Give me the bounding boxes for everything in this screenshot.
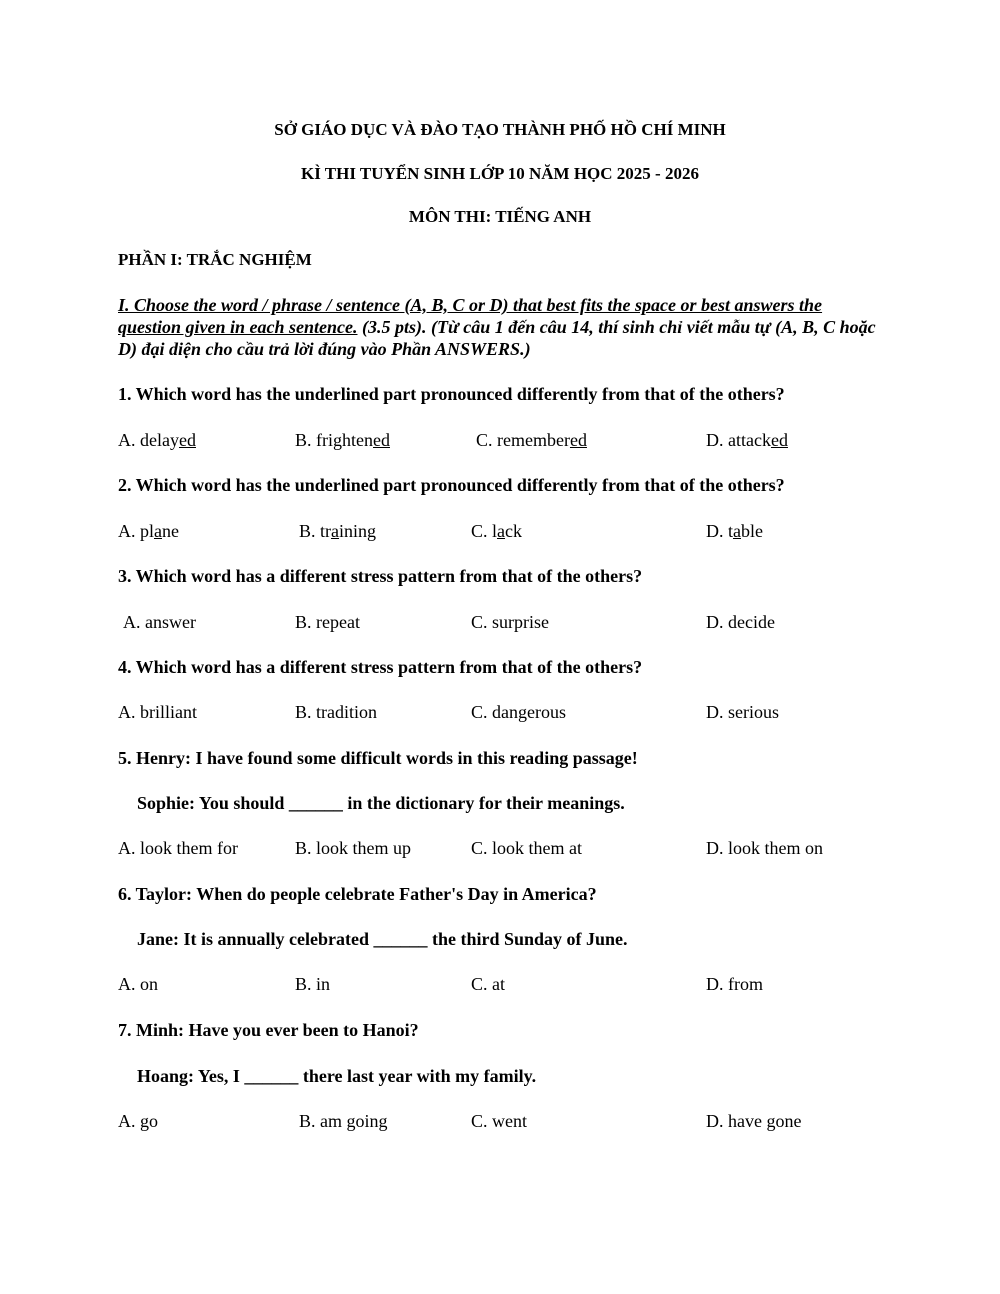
question-2: 2. Which word has the underlined part pronounced differently from that of the others? xyxy=(118,475,785,495)
option-3a: A. answer xyxy=(123,612,196,632)
instruction-rest: (3.5 pts). (Từ câu 1 đến câu 14, thí sinh chỉ viết mẫu tự (A, B, C hoặc D) đại diện cho cầu trả lời đúng vào Phần ANSWERS.) xyxy=(118,317,876,359)
option-6c: C. at xyxy=(471,974,505,994)
instruction xyxy=(118,294,878,360)
option-1b: B. frightened xyxy=(295,430,390,450)
question-5-reply: Sophie: You should ______ in the dictionary for their meanings. xyxy=(137,793,625,813)
option-3c: C. surprise xyxy=(471,612,549,632)
option-1a: A. delayed xyxy=(118,430,196,450)
option-5c: C. look them at xyxy=(471,838,582,858)
option-1d: D. attacked xyxy=(706,430,788,450)
question-4: 4. Which word has a different stress pattern from that of the others? xyxy=(118,657,643,677)
option-3d: D. decide xyxy=(706,612,775,632)
option-2a: A. plane xyxy=(118,521,179,541)
question-5: 5. Henry: I have found some difficult words in this reading passage! xyxy=(118,748,638,768)
question-6-reply: Jane: It is annually celebrated ______ the third Sunday of June. xyxy=(137,929,628,949)
option-5d: D. look them on xyxy=(706,838,823,858)
option-7d: D. have gone xyxy=(706,1111,802,1131)
option-5a: A. look them for xyxy=(118,838,238,858)
question-7-reply: Hoang: Yes, I ______ there last year with my family. xyxy=(137,1066,537,1086)
option-6a: A. on xyxy=(118,974,158,994)
option-3b: B. repeat xyxy=(295,612,360,632)
department-heading: SỞ GIÁO DỤC VÀ ĐÀO TẠO THÀNH PHỐ HỒ CHÍ MINH xyxy=(274,120,726,139)
option-2d: D. table xyxy=(706,521,763,541)
question-7: 7. Minh: Have you ever been to Hanoi? xyxy=(118,1020,419,1040)
question-3: 3. Which word has a different stress pattern from that of the others? xyxy=(118,566,643,586)
subject-heading: MÔN THI: TIẾNG ANH xyxy=(408,207,592,226)
question-1: 1. Which word has the underlined part pronounced differently from that of the others? xyxy=(118,384,785,404)
option-7a: A. go xyxy=(118,1111,158,1131)
question-6: 6. Taylor: When do people celebrate Father's Day in America? xyxy=(118,884,597,904)
option-6d: D. from xyxy=(706,974,763,994)
exam-heading: KÌ THI TUYỂN SINH LỚP 10 NĂM HỌC 2025 - 2026 xyxy=(301,164,699,183)
option-7b: B. am going xyxy=(299,1111,388,1131)
option-6b: B. in xyxy=(295,974,331,994)
option-1c: C. remembered xyxy=(476,430,587,450)
option-2b: B. training xyxy=(299,521,377,541)
instruction-underlined: I. Choose the word / phrase / sentence (A, B, C or D) that best fits the space or best answers the question given in each sentence. xyxy=(118,295,823,337)
option-4c: C. dangerous xyxy=(471,702,566,722)
option-4b: B. tradition xyxy=(295,702,377,722)
option-2c: C. lack xyxy=(471,521,523,541)
option-5b: B. look them up xyxy=(295,838,411,858)
option-4a: A. brilliant xyxy=(118,702,197,722)
option-4d: D. serious xyxy=(706,702,779,722)
option-7c: C. went xyxy=(471,1111,527,1131)
section-heading: PHẦN I: TRẮC NGHIỆM xyxy=(118,250,312,269)
